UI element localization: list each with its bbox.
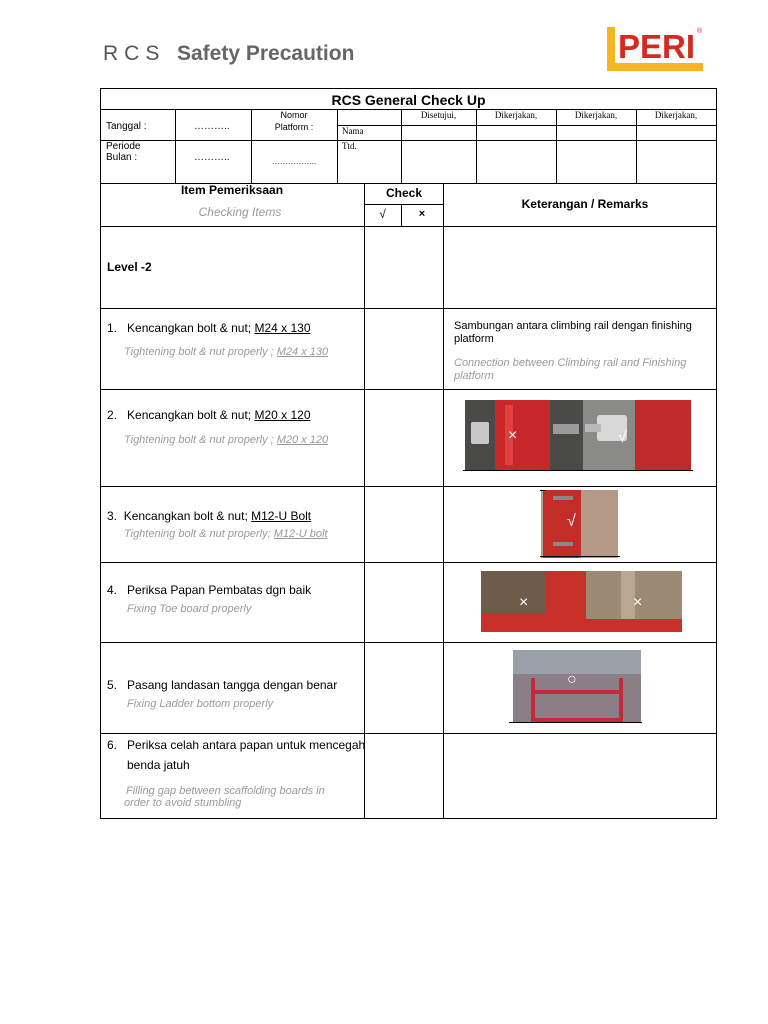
logo-text: PERI	[618, 28, 696, 65]
page-title: Safety Precaution	[177, 42, 355, 65]
row-1-en: Tightening bolt & nut properly ; M24 x 130	[124, 346, 329, 358]
logo-registered: ®	[697, 28, 703, 35]
row-5-en: Fixing Ladder bottom properly	[127, 698, 274, 710]
approval-dikerjakan-2: Dikerjakan,	[574, 110, 618, 120]
approval-dikerjakan-3: Dikerjakan,	[654, 110, 698, 120]
item-header-en: Checking Items	[198, 205, 282, 219]
tanggal-label: Tanggal :	[106, 121, 147, 132]
approval-dikerjakan-1: Dikerjakan,	[494, 110, 538, 120]
row-4-text: 4. Periksa Papan Pembatas dgn baik	[107, 583, 312, 597]
photo-2-x-mark: ×	[508, 427, 518, 444]
row-5-text: 5. Pasang landasan tangga dengan benar	[107, 678, 338, 692]
row-4-photo	[481, 571, 682, 632]
bulan-label: Bulan :	[106, 152, 138, 163]
periode-label: Periode	[106, 141, 141, 152]
row-6-text-2: benda jatuh	[127, 758, 190, 772]
row-1-remark: Sambungan antara climbing rail dengan finishing platform	[454, 320, 692, 345]
row-5-photo	[513, 650, 641, 722]
form-title: RCS General Check Up	[331, 92, 486, 108]
row-3-photo	[541, 490, 618, 558]
row-1-text: 1. Kencangkan bolt & nut; M24 x 130	[107, 321, 311, 335]
header-rcs: RCS	[103, 42, 166, 65]
check-ok-header: √	[379, 207, 386, 221]
level-label: Level -2	[107, 260, 152, 274]
platform-value[interactable]: ……………..	[271, 157, 317, 166]
tanggal-value[interactable]: ………..	[194, 121, 230, 132]
nama-label: Nama	[342, 126, 364, 136]
photo-3-ok-mark: √	[567, 513, 576, 530]
check-ng-header: ×	[418, 208, 426, 220]
ttd-label: Ttd.	[342, 141, 357, 151]
photo-4-x-mark-left: ×	[519, 594, 529, 611]
peri-logo	[605, 25, 705, 71]
platform-label: Platform :	[274, 122, 314, 132]
item-header: Item Pemeriksaan	[180, 183, 284, 197]
row-6-en: Filling gap between scaffolding boards in	[126, 785, 325, 797]
row-3-text: 3. Kencangkan bolt & nut; M12-U Bolt	[107, 509, 312, 523]
approval-disetujui: Disetujui,	[420, 110, 457, 120]
row-2-photo	[465, 400, 691, 470]
check-header: Check	[385, 186, 423, 200]
row-3-en: Tightening bolt & nut properly; M12-U bolt	[124, 528, 328, 540]
row-6-text: 6. Periksa celah antara papan untuk mencegah	[107, 738, 366, 752]
nomor-label: Nomor	[280, 110, 308, 120]
row-6-en-2: order to avoid stumbling	[124, 797, 242, 809]
photo-4-x-mark-right: ×	[633, 594, 643, 611]
row-4-en: Fixing Toe board properly	[127, 603, 252, 615]
periode-value[interactable]: ………..	[194, 152, 230, 163]
photo-5-circle-mark: ○	[567, 671, 577, 688]
photo-2-ok-mark: √	[618, 429, 627, 446]
row-1-remark-en: Connection between Climbing rail and Finishing platform	[454, 357, 687, 382]
row-2-en: Tightening bolt & nut properly ; M20 x 120	[124, 434, 329, 446]
remarks-header: Keterangan / Remarks	[521, 197, 649, 211]
row-2-text: 2. Kencangkan bolt & nut; M20 x 120	[107, 408, 311, 422]
